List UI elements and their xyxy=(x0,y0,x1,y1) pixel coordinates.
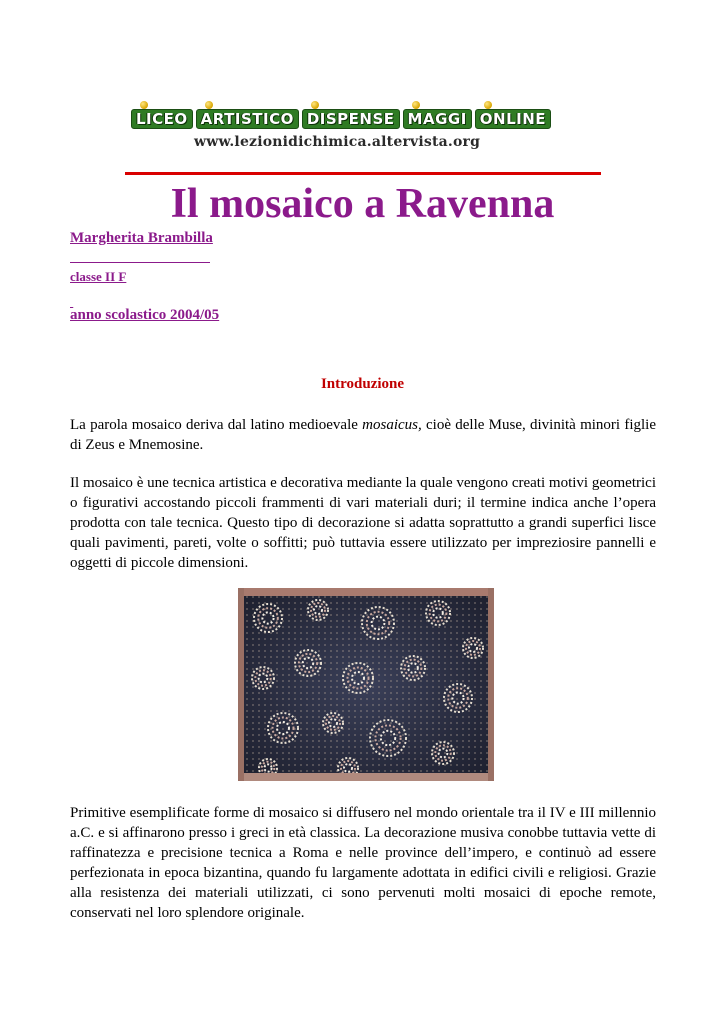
dot-icon xyxy=(311,101,319,109)
underline-divider xyxy=(70,262,210,263)
banner-word: LICEO xyxy=(131,109,193,129)
paragraph-history: Primitive esemplificate forme di mosaico si diffusero nel mondo orientale tra il IV e III millennio a.C. e si affinarono presso i greci in età classica. La decorazione musiva conobbe tuttavia vette di raffinatezza e precisione tecnica a Roma e nelle province dell’impero, e continuò ad essere perfezionata in epoca bizantina, quando fu largamente adottata in edifici civili e religiosi. Grazie alla resistenza dei materiali utilizzati, ci sono pervenuti molti mosaici di epoche remote, conservati nel loro splendore originale. xyxy=(70,805,656,921)
dot-icon xyxy=(484,101,492,109)
dot-icon xyxy=(140,101,148,109)
title-rule xyxy=(125,172,601,175)
banner-word: ARTISTICO xyxy=(196,109,299,129)
school-year-link[interactable]: anno scolastico 2004/05 xyxy=(70,307,220,323)
banner-website: www.lezionidichimica.altervista.org xyxy=(194,134,481,150)
banner-words xyxy=(131,109,551,129)
italic-term: mosaicus, xyxy=(362,417,422,433)
banner-word: ONLINE xyxy=(475,109,551,129)
banner-word: MAGGI xyxy=(403,109,472,129)
section-heading: Introduzione xyxy=(320,376,405,392)
site-banner xyxy=(131,97,581,157)
paragraph-intro: La parola mosaico deriva dal latino medioevale mosaicus, cioè delle Muse, divinità minori figlie di Zeus e Mnemosine. xyxy=(70,417,656,453)
author-link[interactable]: Margherita Brambilla xyxy=(70,230,213,246)
class-link[interactable]: classe II F xyxy=(70,269,127,284)
paragraph-definition: Il mosaico è une tecnica artistica e decorativa mediante la quale vengono creati motivi geometrici o figurativi accostando piccoli frammenti di vari materiali duri; il termine indica anche l’opera prodotta con tale tecnica. Questo tipo di decorazione si adatta soprattutto a grandi superfici lisce quali pavimenti, pareti, volte o soffitti; può tuttavia essere utilizzato per impreziosire pannelli e oggetti di piccole dimensioni. xyxy=(70,475,656,571)
mosaic-image xyxy=(238,588,494,781)
banner-word: DISPENSE xyxy=(302,109,400,129)
mosaic-photo xyxy=(238,588,494,781)
page-title: Il mosaico a Ravenna xyxy=(170,181,555,227)
dot-icon xyxy=(205,101,213,109)
dot-icon xyxy=(412,101,420,109)
